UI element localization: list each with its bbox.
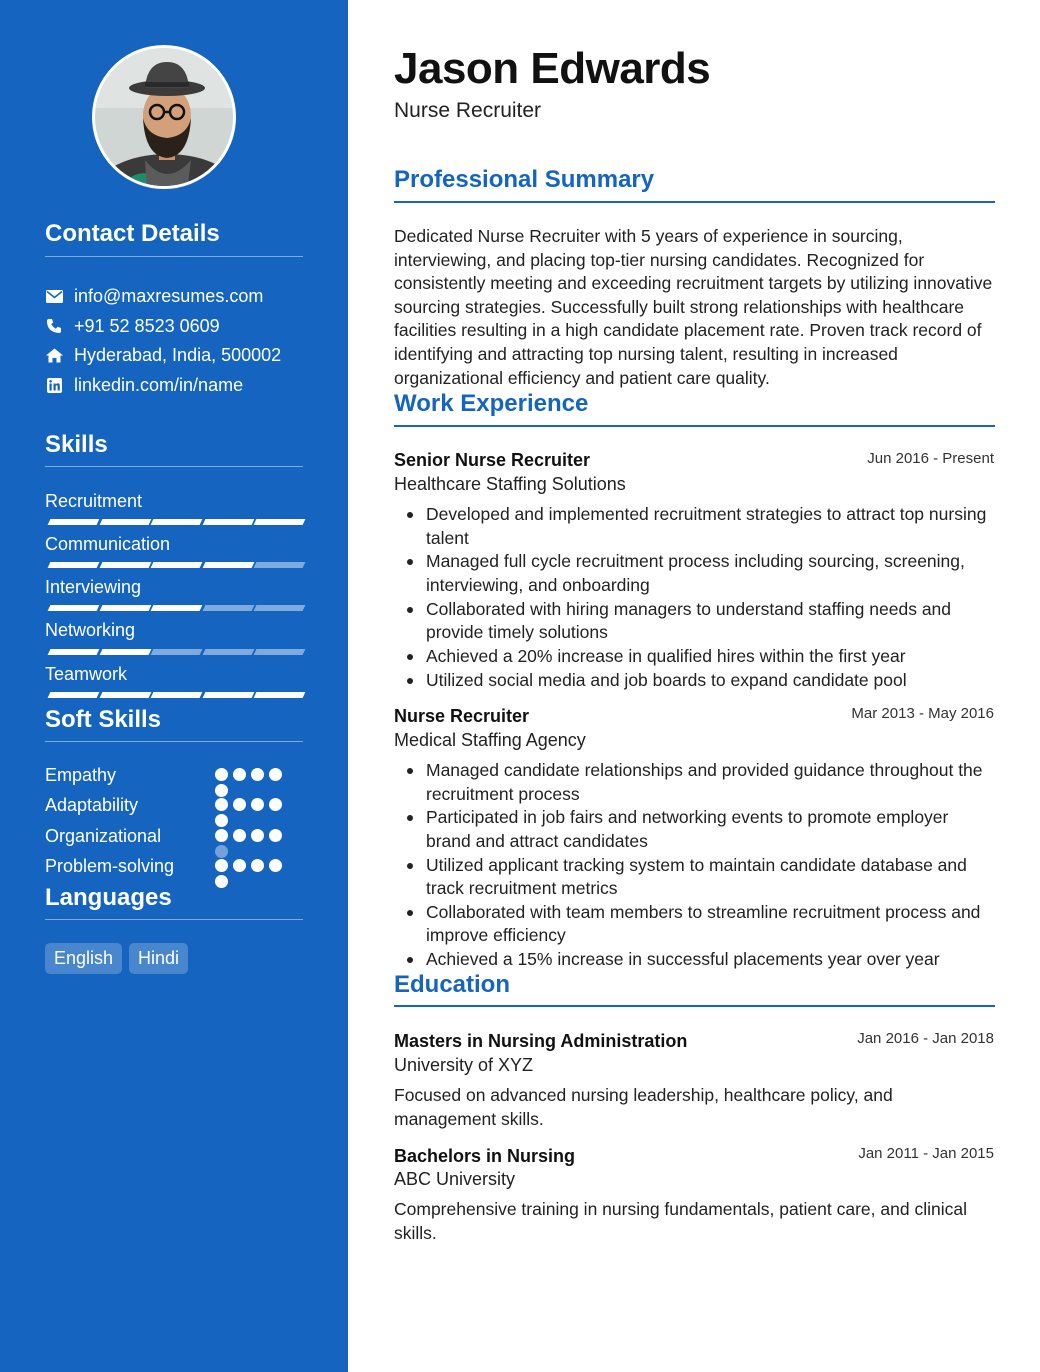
soft-skill-name: Problem-solving [45,856,175,876]
candidate-name: Jason Edwards [394,44,711,93]
soft-skills-heading: Soft Skills [45,706,162,733]
sidebar [0,0,348,1372]
main-content [348,0,1040,1372]
school-name: University of XYZ [394,1055,534,1075]
summary-text: Dedicated Nurse Recruiter with 5 years of experience in sourcing, interviewing, and placing top-tier nursing candidates. Recognized for consistently meeting and exceeding recruitment targets by utilizing innovative sourcing strategies. Successfully built strong relationships with healthcare facilities resulting in a high candidate placement rate. Proven track record of identifying and attracting top nursing talent, resulting in increased organizational efficiency and patient care quality. [394,226,993,388]
skill-bar [45,649,303,657]
degree-title: Masters in Nursing Administration [394,1031,688,1051]
contact-email[interactable] [45,285,263,307]
skill-bar [45,605,303,613]
soft-skill-name: Adaptability [45,795,139,815]
skill-level-segment [99,692,151,698]
degree-description: Comprehensive training in nursing fundamentals, patient care, and clinical skills. [394,1199,967,1243]
skill-level-segment [202,692,254,698]
skill-level-segment [151,605,203,611]
degree-dates: Jan 2016 - Jan 2018 [857,1030,994,1047]
divider [45,919,303,920]
summary-heading: Professional Summary [394,166,655,193]
soft-skill-dot [215,875,228,888]
soft-skill-dot [233,798,246,811]
skill-bar [45,519,303,527]
profile-photo [95,48,236,189]
divider [394,201,995,203]
skill-bar [45,562,303,570]
skill-level-segment [48,649,100,655]
job-company: Healthcare Staffing Solutions [394,474,626,494]
phone-text: +91 52 8523 0609 [74,315,220,336]
home-icon [45,346,63,364]
divider [45,466,303,467]
skill-level-segment [151,519,203,525]
divider [394,425,995,427]
soft-skill-dot [233,829,246,842]
soft-skill-dot [215,784,228,797]
skill-level-segment [99,649,151,655]
email-text: info@maxresumes.com [74,285,264,306]
list-item: Developed and implemented recruitment strategies to attract top nursing talent [426,503,996,550]
degree-title: Bachelors in Nursing [394,1146,576,1166]
soft-skill-dot [269,829,282,842]
soft-skill-dot [215,798,228,811]
skill-level-segment [202,562,254,568]
skill-level-segment [254,605,306,611]
soft-skill-dot [215,845,228,858]
contact-heading: Contact Details [45,220,220,247]
linkedin-text: linkedin.com/in/name [74,374,244,395]
list-item: Utilized social media and job boards to expand candidate pool [426,669,996,693]
skills-heading: Skills [45,431,108,458]
skill-level-segment [151,562,203,568]
list-item: Achieved a 15% increase in successful placements year over year [426,948,996,972]
soft-skill-dot [269,768,282,781]
skill-name: Communication [45,534,171,554]
soft-skill-dot [233,859,246,872]
education-heading: Education [394,971,511,998]
soft-skill-dot [233,768,246,781]
avatar [92,45,236,189]
soft-skill-dot [215,814,228,827]
skill-bar [45,692,303,700]
skill-level-segment [48,519,100,525]
skill-level-segment [151,649,203,655]
skill-level-segment [254,649,306,655]
soft-skill-dot [269,859,282,872]
job-title: Nurse Recruiter [394,706,530,726]
job-title: Senior Nurse Recruiter [394,450,591,470]
job-company: Medical Staffing Agency [394,730,586,750]
job-bullets [426,759,996,972]
degree-dates: Jan 2011 - Jan 2015 [858,1145,994,1162]
degree-description: Focused on advanced nursing leadership, healthcare policy, and management skills. [394,1085,893,1129]
list-item: Collaborated with team members to streamline recruitment process and improve efficiency [426,901,996,948]
skill-level-segment [99,562,151,568]
skill-level-segment [254,562,306,568]
skill-level-segment [151,692,203,698]
skill-level-segment [202,649,254,655]
skill-level-segment [202,519,254,525]
list-item: Utilized applicant tracking system to maintain candidate database and track recruitment metrics [426,854,996,901]
envelope-icon [45,287,63,305]
skill-name: Interviewing [45,577,142,597]
location-text: Hyderabad, India, 500002 [74,344,282,365]
soft-skill-dot [251,829,264,842]
skill-level-segment [48,562,100,568]
list-item: Managed full cycle recruitment process including sourcing, screening, interviewing, and onboarding [426,550,996,597]
language-chip: English [45,943,122,974]
divider [394,1005,995,1007]
list-item: Collaborated with hiring managers to understand staffing needs and provide timely solutions [426,598,996,645]
skill-name: Teamwork [45,664,128,684]
soft-skill-dot [251,768,264,781]
skill-level-segment [99,605,151,611]
skill-level-segment [202,605,254,611]
language-chip: Hindi [129,943,188,974]
candidate-title: Nurse Recruiter [394,99,542,122]
contact-linkedin[interactable] [45,374,243,396]
list-item: Managed candidate relationships and provided guidance throughout the recruitment process [426,759,996,806]
skill-name: Recruitment [45,491,143,511]
phone-icon [45,317,63,335]
list-item: Achieved a 20% increase in qualified hires within the first year [426,645,996,669]
skill-level-segment [99,519,151,525]
divider [45,256,303,257]
skill-level-segment [48,692,100,698]
skill-level-segment [48,605,100,611]
soft-skill-dot [215,859,228,872]
contact-location [45,344,281,366]
skill-level-segment [254,692,306,698]
soft-skill-name: Organizational [45,826,162,846]
experience-heading: Work Experience [394,390,589,417]
contact-phone[interactable] [45,315,220,337]
skill-name: Networking [45,620,136,640]
job-bullets [426,503,996,692]
soft-skill-dot [215,768,228,781]
soft-skill-dot [251,798,264,811]
soft-skill-dot [269,798,282,811]
list-item: Participated in job fairs and networking events to promote employer brand and attract candidates [426,806,996,853]
soft-skill-dot [251,859,264,872]
job-dates: Mar 2013 - May 2016 [851,705,994,722]
soft-skill-dot [215,829,228,842]
soft-skill-name: Empathy [45,765,117,785]
job-dates: Jun 2016 - Present [867,450,994,467]
school-name: ABC University [394,1169,516,1189]
divider [45,741,303,742]
linkedin-icon [45,376,63,394]
skill-level-segment [254,519,306,525]
languages-heading: Languages [45,884,172,911]
